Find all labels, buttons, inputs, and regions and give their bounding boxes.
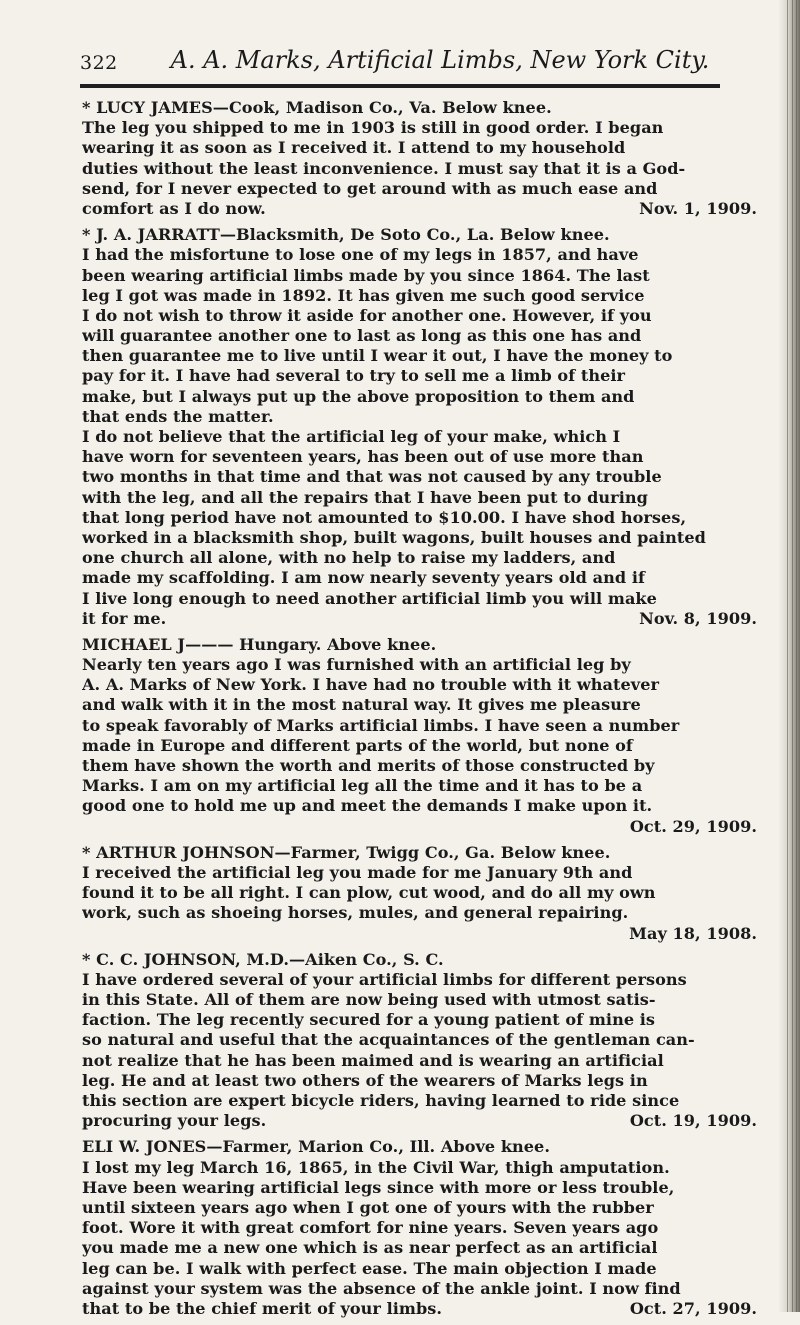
testimonial-entry: [82, 950, 757, 1132]
testimonial-text-line: foot. Wore it with great comfort for nine years. Seven years ago: [82, 1218, 659, 1238]
testimonial-text-line: so natural and useful that the acquaintances of the gentleman can-: [82, 1030, 695, 1050]
testimonial-text-line: one church all alone, with no help to raise my ladders, and: [82, 548, 616, 568]
testimonial-text-line: in this State. All of them are now being used with utmost satis-: [82, 990, 656, 1010]
testimonial-closing-line: [82, 817, 757, 837]
testimonial-closing-line: [82, 1299, 757, 1319]
testimonial-text-line: send, for I never expected to get around with as much ease and: [82, 178, 658, 198]
testimonial-last-text: comfort as I do now.: [82, 198, 266, 218]
testimonial-text-line: made my scaffolding. I am now nearly seventy years old and if: [82, 568, 645, 588]
page-edge-line: [792, 0, 793, 1312]
testimonial-text-line: and walk with it in the most natural way. It gives me pleasure: [82, 695, 641, 715]
testimonial-closing-line: [82, 609, 757, 629]
testimonial-text-line: worked in a blacksmith shop, built wagons, built houses and painted: [82, 527, 706, 547]
testimonial-text-line: I received the artificial leg you made for me January 9th and: [82, 862, 633, 882]
running-head: A. A. Marks, Artificial Limbs, New York City.: [170, 46, 710, 74]
testimonial-entry: [82, 98, 757, 219]
testimonial-entry: [82, 225, 757, 629]
page-edge-shadow: [778, 0, 800, 1312]
testimonial-text-line: have worn for seventeen years, has been out of use more than: [82, 447, 644, 467]
testimonial-last-text: it for me.: [82, 608, 167, 628]
testimonial-text-line: faction. The leg recently secured for a young patient of mine is: [82, 1010, 656, 1030]
testimonial-heading: * C. C. JOHNSON, M.D.—Aiken Co., S. C.: [82, 949, 444, 969]
testimonial-text-line: I had the misfortune to lose one of my legs in 1857, and have: [82, 245, 639, 265]
testimonial-list: [82, 98, 757, 1325]
testimonial-text-line: made in Europe and different parts of the world, but none of: [82, 735, 633, 755]
testimonial-closing-line: [82, 924, 757, 944]
testimonial-last-text: procuring your legs.: [82, 1111, 267, 1131]
testimonial-text-line: pay for it. I have had several to try to sell me a limb of their: [82, 366, 626, 386]
testimonial-text-line: them have shown the worth and merits of those constructed by: [82, 756, 655, 775]
testimonial-text-line: been wearing artificial limbs made by you since 1864. The last: [82, 265, 650, 285]
page-number: 322: [80, 52, 118, 74]
testimonial-text-line: I live long enough to need another artificial limb you will make: [82, 588, 657, 608]
testimonial-text-line: I lost my leg March 16, 1865, in the Civil War, thigh amputation.: [82, 1157, 670, 1177]
page-edge-line: [787, 0, 788, 1312]
testimonial-text-line: with the leg, and all the repairs that I have been put to during: [82, 487, 648, 507]
testimonial-text-line: you made me a new one which is as near perfect as an artificial: [82, 1238, 658, 1258]
testimonial-text-line: A. A. Marks of New York. I have had no trouble with it whatever: [82, 675, 660, 695]
testimonial-entry: [82, 1137, 757, 1319]
testimonial-heading: ELI W. JONES—Farmer, Marion Co., Ill. Above knee.: [82, 1137, 551, 1157]
testimonial-text-line: work, such as shoeing horses, mules, and general repairing.: [82, 903, 629, 923]
testimonial-text-line: good one to hold me up and meet the demands I make upon it.: [82, 796, 653, 816]
testimonial-heading: * LUCY JAMES—Cook, Madison Co., Va. Below knee.: [82, 98, 552, 117]
testimonial-entry: [82, 635, 757, 837]
testimonial-text-line: found it to be all right. I can plow, cut wood, and do all my own: [82, 883, 656, 903]
testimonial-text-line: I do not believe that the artificial leg of your make, which I: [82, 427, 621, 446]
testimonial-last-text: that to be the chief merit of your limbs.: [82, 1298, 443, 1318]
testimonial-closing-line: [82, 199, 757, 219]
testimonial-date: Nov. 1, 1909.: [639, 198, 757, 218]
testimonial-text-line: Have been wearing artificial legs since with more or less trouble,: [82, 1177, 675, 1197]
testimonial-text-line: not realize that he has been maimed and is wearing an artificial: [82, 1050, 664, 1070]
page-header: [80, 44, 760, 76]
testimonial-text-line: I do not wish to throw it aside for another one. However, if you: [82, 305, 652, 325]
testimonial-date: Oct. 27, 1909.: [629, 1298, 757, 1318]
testimonial-text-line: this section are expert bicycle riders, having learned to ride since: [82, 1091, 680, 1110]
header-rule: [80, 84, 720, 88]
testimonial-heading: * ARTHUR JOHNSON—Farmer, Twigg Co., Ga. Below knee.: [82, 842, 611, 862]
testimonial-text-line: leg can be. I walk with perfect ease. The main objection I made: [82, 1258, 657, 1278]
testimonial-text-line: until sixteen years ago when I got one of yours with the rubber: [82, 1197, 654, 1217]
testimonial-text-line: that ends the matter.: [82, 406, 274, 426]
testimonial-closing-line: [82, 1111, 757, 1131]
testimonial-text-line: against your system was the absence of the ankle joint. I now find: [82, 1278, 681, 1298]
testimonial-text-line: then guarantee me to live until I wear it out, I have the money to: [82, 346, 673, 366]
testimonial-date: Oct. 29, 1909.: [629, 816, 757, 836]
testimonial-text-line: leg I got was made in 1892. It has given me such good service: [82, 285, 645, 305]
testimonial-text-line: two months in that time and that was not caused by any trouble: [82, 467, 662, 487]
testimonial-text-line: Nearly ten years ago I was furnished with an artificial leg by: [82, 655, 631, 675]
testimonial-text-line: to speak favorably of Marks artificial limbs. I have seen a number: [82, 715, 680, 735]
testimonial-text-line: I have ordered several of your artificial limbs for different persons: [82, 969, 687, 989]
testimonial-text-line: duties without the least inconvenience. I must say that it is a God-: [82, 158, 686, 178]
testimonial-text-line: make, but I always put up the above proposition to them and: [82, 386, 635, 406]
testimonial-date: Oct. 19, 1909.: [629, 1111, 757, 1131]
testimonial-date: Nov. 8, 1909.: [639, 608, 757, 628]
testimonial-text-line: leg. He and at least two others of the wearers of Marks legs in: [82, 1070, 648, 1090]
testimonial-entry: [82, 843, 757, 944]
testimonial-heading: MICHAEL J——— Hungary. Above knee.: [82, 634, 437, 654]
testimonial-text-line: wearing it as soon as I received it. I attend to my household: [82, 138, 626, 158]
testimonial-text-line: The leg you shipped to me in 1903 is still in good order. I began: [82, 118, 664, 138]
page-edge-line: [796, 0, 797, 1312]
testimonial-text-line: Marks. I am on my artificial leg all the time and it has to be a: [82, 776, 643, 796]
testimonial-text-line: will guarantee another one to last as long as this one has and: [82, 326, 642, 346]
testimonial-text-line: that long period have not amounted to $10.00. I have shod horses,: [82, 507, 687, 527]
testimonial-date: May 18, 1908.: [629, 923, 757, 943]
testimonial-heading: * J. A. JARRATT—Blacksmith, De Soto Co., La. Below knee.: [82, 225, 610, 245]
